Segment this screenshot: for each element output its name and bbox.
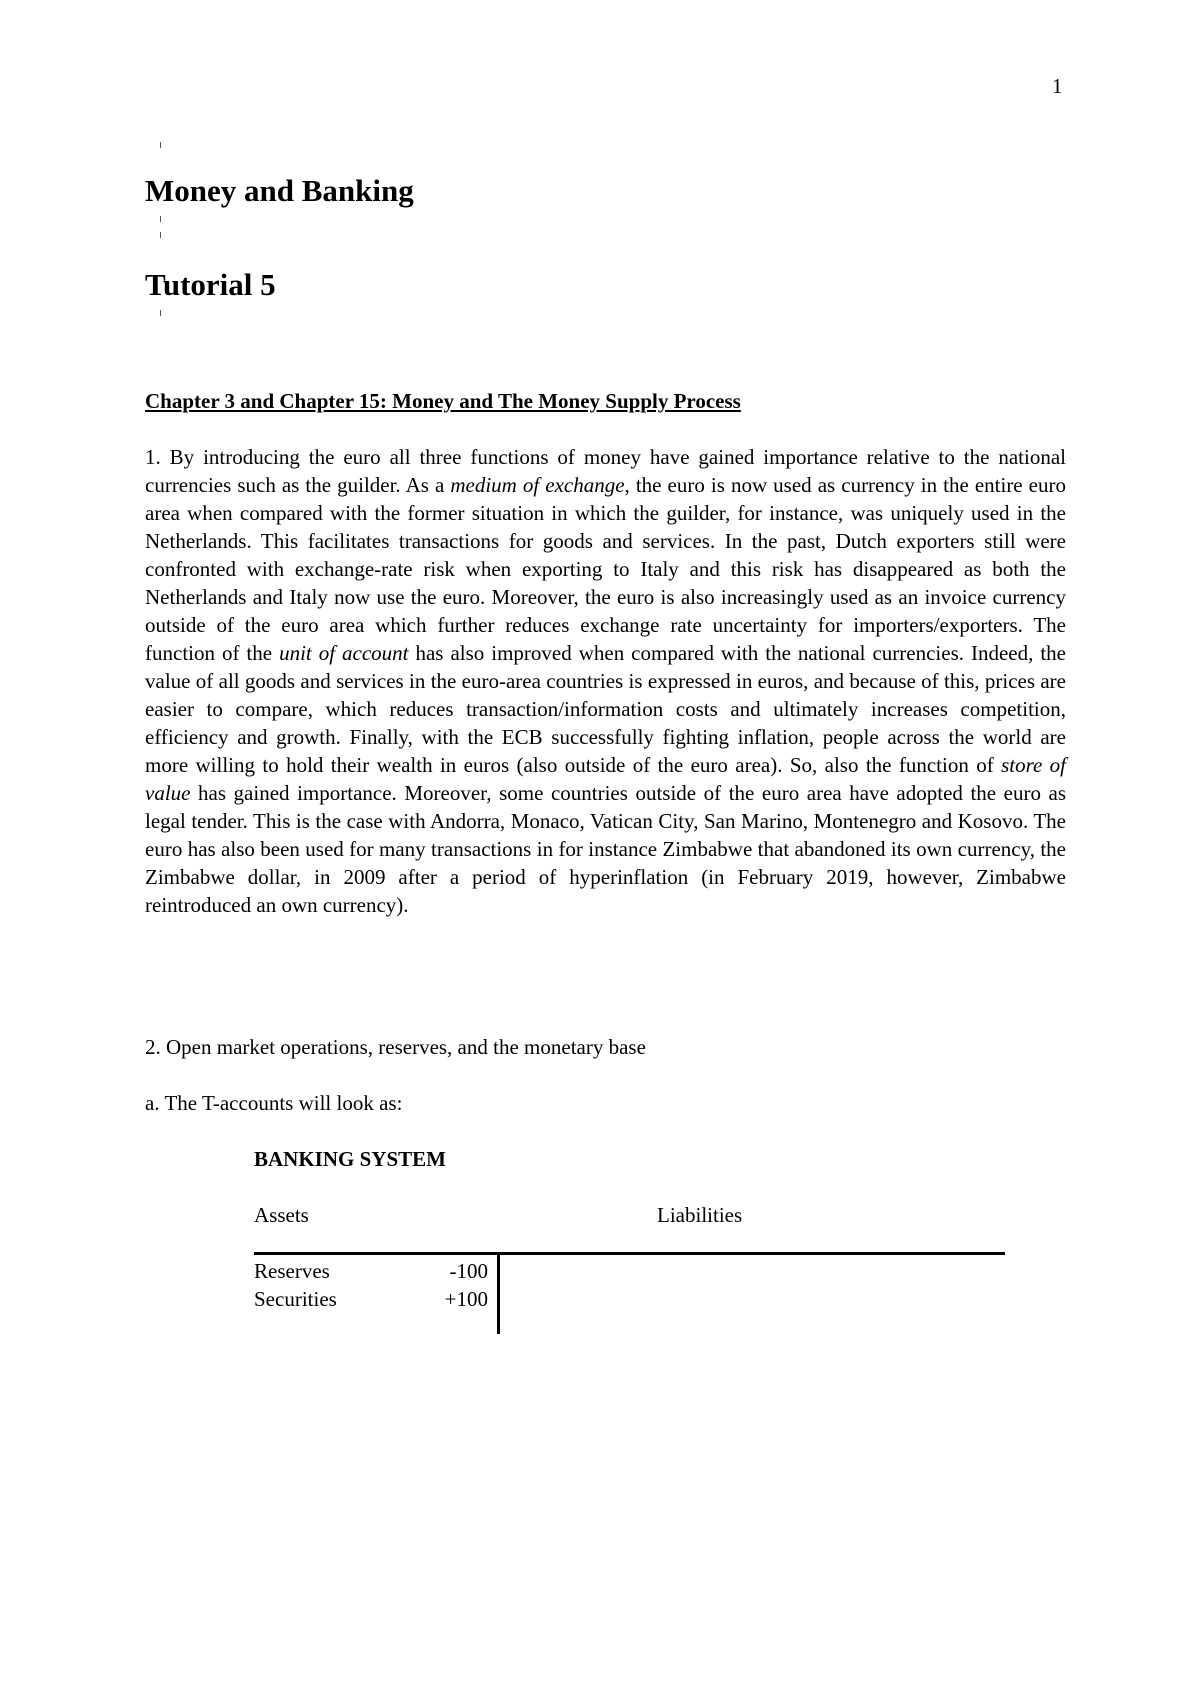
t-account-liabilities-label: Liabilities: [657, 1203, 743, 1227]
document-title: Money and Banking: [145, 173, 414, 208]
t-account-vertical-rule: [497, 1252, 500, 1334]
answer-1-text-part: has also improved when compared with the national currencies. Indeed, the value of all goods and services in the euro-area countries is expressed in euros, and because of this, prices are easier to compare, which reduces transaction/information costs and ultimately increases competition, efficiency and growth. Finally, with the ECB successfully fighting inflation, people across the world are more willing to hold their wealth in euros (also outside of the euro area). So, also the function of: [145, 641, 1067, 777]
answer-1-text-part: has gained importance. Moreover, some countries outside of the euro area have adopted the euro as legal tender. This is the case with Andorra, Monaco, Vatican City, San Marino, Montenegro and Kosovo. The euro has also been used for many transactions in for instance Zimbabwe that abandoned its own currency, the Zimbabwe dollar, in 2009 after a period of hyperinflation (in February 2019, however, Zimbabwe reintroduced an own currency).: [145, 781, 1066, 917]
answer-1-paragraph: [145, 443, 1066, 919]
question-2a-text: a. The T-accounts will look as:: [145, 1091, 403, 1115]
t-account-row-value: +100: [444, 1287, 488, 1311]
term-store-of-value: store of value: [145, 753, 1066, 805]
t-account-assets-label: Assets: [254, 1203, 309, 1227]
t-account-row-label: Reserves: [254, 1259, 330, 1283]
margin-mark: [160, 232, 161, 238]
margin-mark: [160, 310, 161, 316]
chapter-heading: Chapter 3 and Chapter 15: Money and The Money Supply Process: [145, 389, 741, 413]
margin-mark: [160, 142, 161, 148]
t-account-row-value: -100: [449, 1259, 488, 1283]
t-account-title: BANKING SYSTEM: [254, 1147, 446, 1171]
t-account-row-label: Securities: [254, 1287, 337, 1311]
term-medium-of-exchange: medium of exchange: [450, 473, 625, 497]
t-account-horizontal-rule: [254, 1252, 1005, 1255]
question-2-heading: 2. Open market operations, reserves, and the monetary base: [145, 1035, 646, 1059]
margin-mark: [160, 216, 161, 222]
term-unit-of-account: unit of account: [279, 641, 409, 665]
document-subtitle: Tutorial 5: [145, 267, 276, 302]
answer-1-text-part: 1. By introducing the euro all three functions of money have gained importance relative to the national currencies such as the guilder. As a: [145, 445, 1066, 497]
page-number: 1: [1052, 74, 1063, 98]
answer-1-text-part: , the euro is now used as currency in the entire euro area when compared with the former situation in which the guilder, for instance, was uniquely used in the Netherlands. This facilitates transactions for goods and services. In the past, Dutch exporters still were confronted with exchange-rate risk when exporting to Italy and this risk has disappeared as both the Netherlands and Italy now use the euro. Moreover, the euro is also increasingly used as an invoice currency outside of the euro area which further reduces exchange rate uncertainty for importers/exporters. The function of the: [145, 473, 1066, 665]
